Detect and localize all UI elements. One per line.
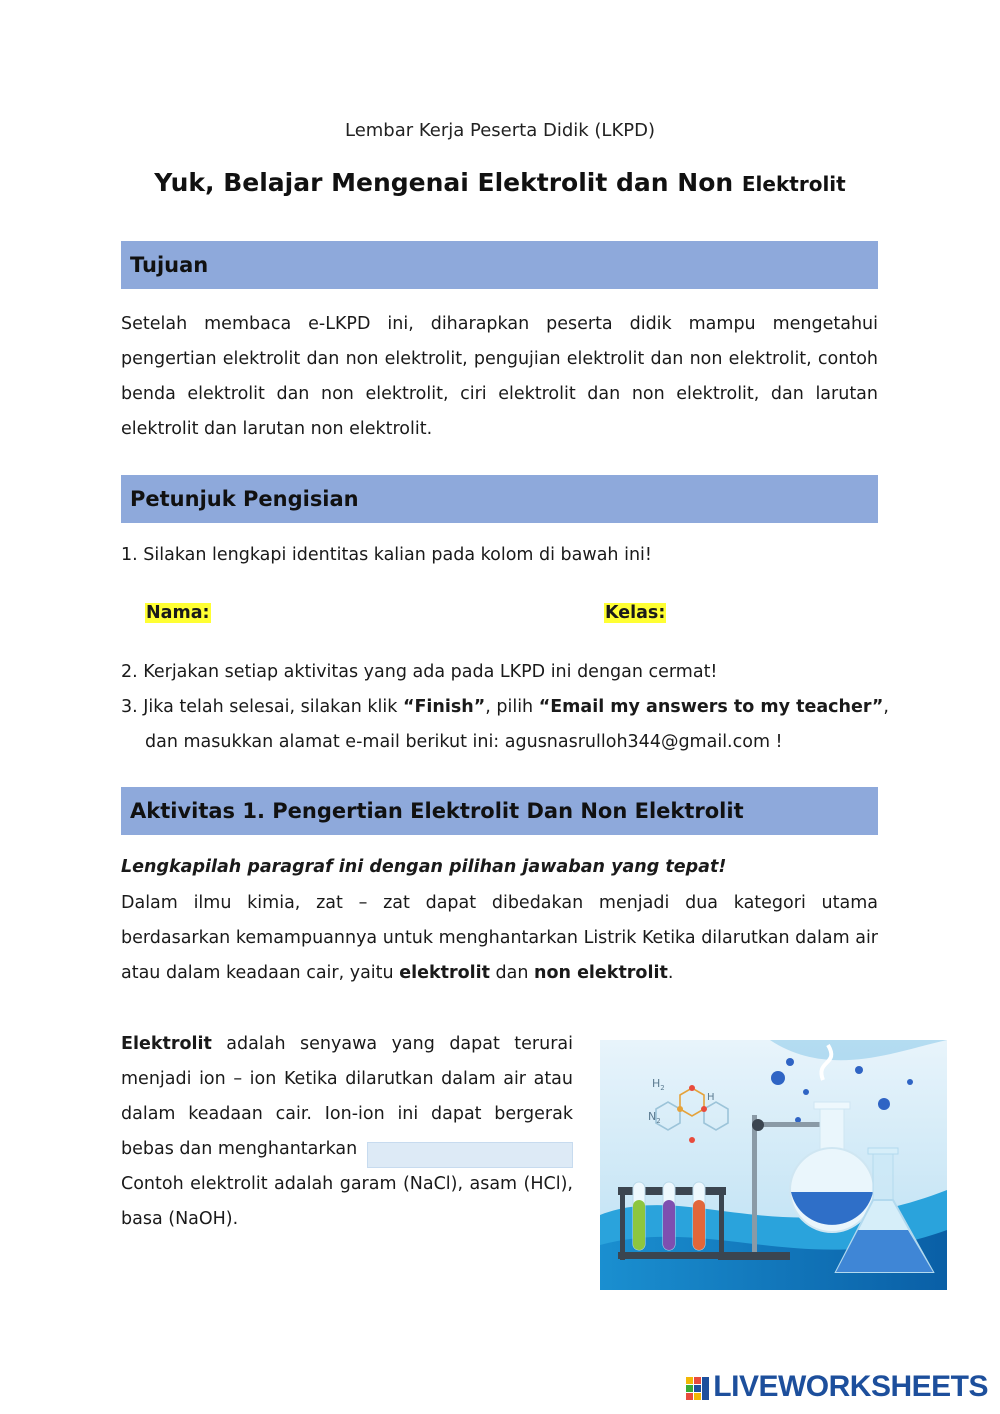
item3-text-b: , pilih	[485, 697, 539, 717]
lab-illustration-svg	[600, 1040, 947, 1290]
label-h: H	[707, 1092, 715, 1103]
atom-dot	[677, 1106, 683, 1112]
round-flask-lip	[814, 1102, 850, 1109]
kelas-label-text: Kelas:	[605, 603, 666, 623]
test-tubes	[633, 1182, 705, 1250]
liveworksheets-logo-text: LIVEWORKSHEETS	[713, 1370, 988, 1403]
definition-text: adalah senyawa yang dapat terurai menjadi ion – ion Ketika dilarutkan dalam air atau dalam keadaan cair. Ion-ion ini dapat bergerak bebas dan menghantarkan	[121, 1034, 573, 1159]
stand-rod	[752, 1115, 757, 1255]
instruction-item-1: 1. Silakan lengkapi identitas kalian pada kolom di bawah ini!	[121, 545, 652, 565]
title-small: Elektrolit	[741, 172, 846, 196]
nama-label-text: Nama:	[146, 603, 210, 623]
label-n2-sub: 2	[656, 1117, 661, 1125]
atom-dot	[689, 1085, 695, 1091]
finish-label: “Finish”	[402, 697, 486, 717]
liveworksheets-logo	[686, 1372, 988, 1402]
example-paragraph: Contoh elektrolit adalah garam (NaCl), asam (HCl), basa (NaOH).	[121, 1174, 573, 1229]
activity-intro-paragraph	[121, 886, 878, 991]
intro-bold-elektrolit: elektrolit	[399, 963, 490, 983]
kelas-input[interactable]	[670, 602, 870, 628]
lab-illustration	[600, 1040, 947, 1290]
activity-instruction: Lengkapilah paragraf ini dengan pilihan jawaban yang tepat!	[121, 857, 727, 877]
rack-base	[618, 1252, 726, 1259]
instruction-item-3	[121, 690, 889, 725]
item3-text-c: ,	[883, 697, 889, 717]
tujuan-paragraph: Setelah membaca e-LKPD ini, diharapkan peserta didik mampu mengetahui pengertian elektrolit dan non elektrolit, pengujian elektrolit dan non elektrolit, contoh benda elektrolit dan non elektrolit, ciri elektrolit dan non elektrolit, dan larutan elektrolit dan larutan non elektrolit.	[121, 314, 878, 439]
intro-bold-non-elektrolit: non elektrolit	[534, 963, 668, 983]
stand-base	[718, 1252, 790, 1260]
instruction-item-2: 2. Kerjakan setiap aktivitas yang ada pada LKPD ini dengan cermat!	[121, 662, 718, 682]
answer-blank-input[interactable]	[367, 1142, 573, 1168]
rack-leg	[620, 1195, 625, 1260]
section-heading-petunjuk: Petunjuk Pengisian	[121, 475, 878, 523]
nama-label	[145, 596, 211, 631]
kelas-label	[604, 596, 666, 631]
liveworksheets-mark-icon	[686, 1375, 710, 1399]
section-heading-tujuan: Tujuan	[121, 241, 878, 289]
label-n2-text: N	[648, 1110, 657, 1123]
nama-input[interactable]	[212, 602, 552, 628]
intro-text-d: .	[667, 963, 674, 983]
stand-clamp	[752, 1119, 764, 1131]
document-subtitle: Lembar Kerja Peserta Didik (LKPD)	[344, 120, 655, 141]
intro-text-c: dan	[489, 963, 535, 983]
document-title	[0, 168, 1000, 197]
rack-leg	[719, 1195, 724, 1260]
item3-text-a: 3. Jika telah selesai, silakan klik	[121, 697, 403, 717]
label-h2-text: H	[652, 1077, 661, 1090]
intro-text-a: Dalam ilmu kimia, zat – zat dapat dibedakan menjadi dua kategori utama berdasarkan kemampuannya untuk menghantarkan Listrik Ketika dilarutkan dalam air atau dalam keadaan cair, yaitu	[121, 893, 878, 983]
atom-dot	[689, 1137, 695, 1143]
definition-term: Elektrolit	[121, 1034, 212, 1054]
atom-dot	[701, 1106, 707, 1112]
instruction-item-3-line2: dan masukkan alamat e-mail berikut ini: agusnasrulloh344@gmail.com !	[145, 732, 783, 752]
section-heading-aktivitas-1: Aktivitas 1. Pengertian Elektrolit Dan Non Elektrolit	[121, 787, 878, 835]
erlenmeyer-lip	[868, 1148, 898, 1154]
title-main: Yuk, Belajar Mengenai Elektrolit dan Non	[154, 168, 742, 197]
label-h2-sub: 2	[660, 1084, 665, 1092]
email-option-label: “Email my answers to my teacher”	[538, 697, 884, 717]
erlenmeyer-neck	[873, 1150, 893, 1200]
